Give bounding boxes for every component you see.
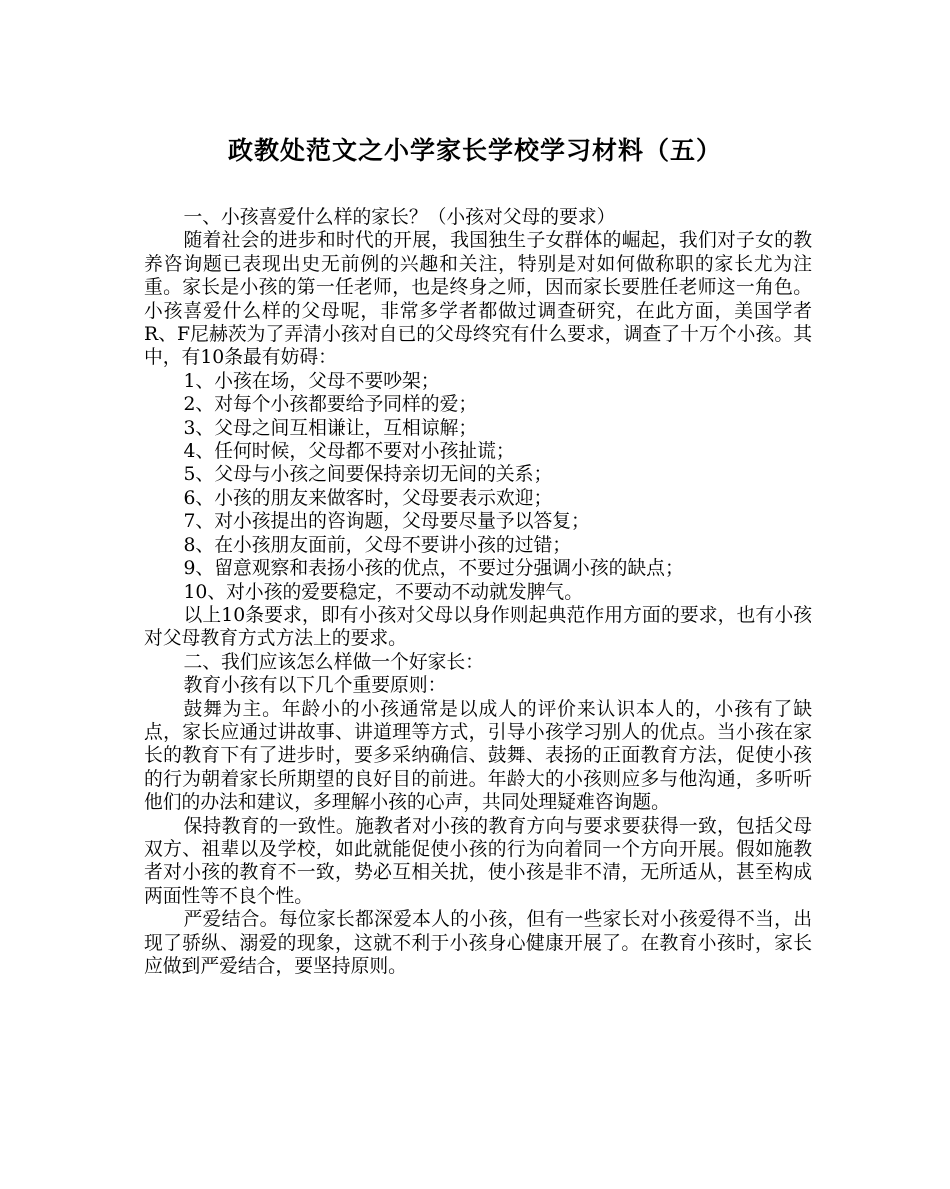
list-item: 7、对小孩提出的咨询题，父母要尽量予以答复；	[183, 511, 590, 533]
section-heading: 一、小孩喜爱什么样的家长？（小孩对父母的要求）	[183, 207, 616, 228]
paragraph: 以上10条要求，即有小孩对父母以身作则起典范作用方面的要求，也有小孩对父母教育方式方法上的要求。	[144, 604, 812, 650]
list-item: 3、父母之间互相谦让，互相谅解；	[183, 417, 478, 439]
list-item: 5、父母与小孩之间要保持亲切无间的关系；	[183, 464, 553, 486]
section-heading: 二、我们应该怎么样做一个好家长：	[183, 651, 484, 673]
paragraph: 教育小孩有以下几个重要原则：	[183, 675, 447, 697]
list-item: 6、小孩的朋友来做客时，父母要表示欢迎；	[183, 487, 553, 509]
paragraph: 鼓舞为主。年龄小的小孩通常是以成人的评价来认识本人的，小孩有了缺点，家长应通过讲故事、讲道理等方式，引导小孩学习别人的优点。当小孩在家长的教育下有了进步时，要多采纳确信、鼓舞、表扬的正面教育方法，促使小孩的行为朝着家长所期望的良好目的前进。年龄大的小孩则应多与他沟通，多听听他们的办法和建议，多理解小孩的心声，共同处理疑难咨询题。	[144, 698, 812, 814]
document-body	[144, 206, 812, 978]
document-title: 政教处范文之小学家长学校学习材料（五）	[227, 136, 722, 165]
list-item: 2、对每个小孩都要给予同样的爱；	[183, 394, 478, 416]
paragraph: 随着社会的进步和时代的开展，我国独生子女群体的崛起，我们对子女的教养咨询题已表现出史无前例的兴趣和关注，特别是对如何做称职的家长尤为注重。家长是小孩的第一任老师，也是终身之师，因而家长要胜任老师这一角色。小孩喜爱什么样的父母呢，非常多学者都做过调查研究，在此方面，美国学者R、F尼赫茨为了弄清小孩对自已的父母终究有什么要求，调查了十万个小孩。其中，有10条最有妨碍：	[144, 230, 812, 369]
paragraph: 严爱结合。每位家长都深爱本人的小孩，但有一些家长对小孩爱得不当，出现了骄纵、溺爱的现象，这就不利于小孩身心健康开展了。在教育小孩时，家长应做到严爱结合，要坚持原则。	[144, 909, 812, 977]
paragraph: 保持教育的一致性。施教者对小孩的教育方向与要求要获得一致，包括父母双方、祖辈以及学校，如此就能促使小孩的行为向着同一个方向开展。假如施教者对小孩的教育不一致，势必互相关扰，使小孩是非不清，无所适从，甚至构成两面性等不良个性。	[144, 815, 812, 907]
list-item: 4、任何时候，父母都不要对小孩扯谎；	[183, 441, 515, 463]
list-item: 10、对小孩的爱要稳定，不要动不动就发脾气。	[183, 581, 583, 603]
list-item: 8、在小孩朋友面前，父母不要讲小孩的过错；	[183, 534, 572, 556]
list-item: 9、留意观察和表扬小孩的优点，不要过分强调小孩的缺点；	[183, 558, 684, 580]
list-item: 1、小孩在场，父母不要吵架；	[183, 370, 440, 392]
